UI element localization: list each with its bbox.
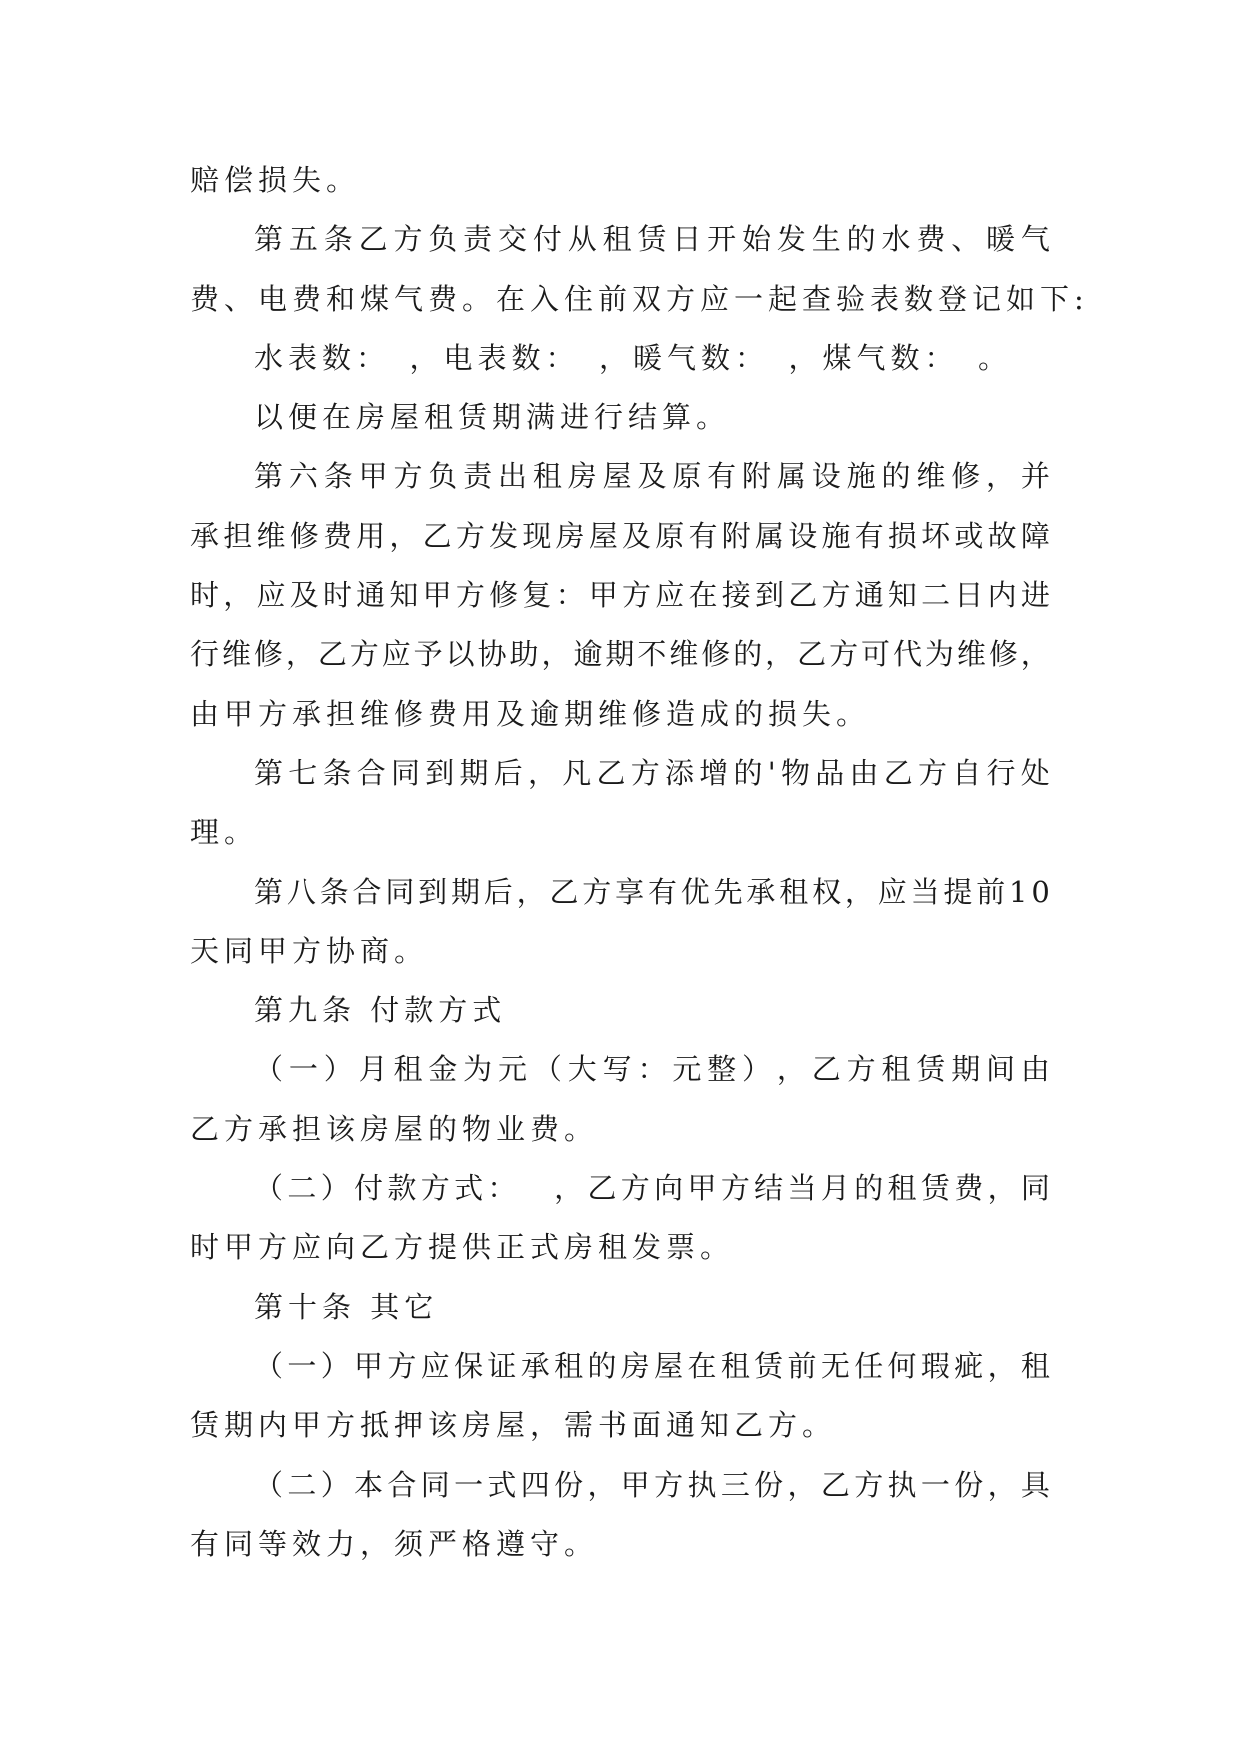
paragraph-line: 以便在房屋租赁期满进行结算。 bbox=[254, 400, 731, 435]
paragraph-line: 第 六 条 甲 方 负 责 出 租 房 屋 及 原 有 附 属 设 施 的 维 修 ， 并 bbox=[254, 459, 1050, 494]
paragraph-line: 赔偿损失。 bbox=[190, 163, 361, 197]
paragraph-line: 时 ， 应 及 时 通 知 甲 方 修 复 ： 甲 方 应 在 接 到 乙 方 通 知 二 日 内 进 bbox=[190, 578, 1050, 613]
paragraph-line: 时甲方应向乙方提供正式房租发票。 bbox=[190, 1230, 735, 1265]
paragraph-line: 第 七 条 合 同 到 期 后 ， 凡 乙 方 添 增 的 ' 物 品 由 乙 方 自 行 处 bbox=[254, 755, 1050, 790]
paragraph-line: （ 一 ） 月 租 金 为 元 （ 大 写 ： 元 整 ） ， 乙 方 租 赁 期 间 由 bbox=[254, 1052, 1050, 1087]
paragraph-line: 天同甲方协商。 bbox=[190, 933, 429, 968]
paragraph-line: 第九条 付款方式 bbox=[254, 993, 507, 1028]
paragraph-line: 由甲方承担维修费用及逾期维修造成的损失。 bbox=[190, 696, 871, 731]
paragraph-line: 费、电费和煤气费。在入住前双方应一起查验表数登记如下: bbox=[190, 281, 1089, 316]
paragraph-line: 理。 bbox=[190, 815, 259, 850]
paragraph-line: （ 一 ） 甲 方 应 保 证 承 租 的 房 屋 在 租 赁 前 无 任 何 瑕 疵 ， 租 bbox=[254, 1348, 1050, 1383]
paragraph-line: 第 五 条 乙 方 负 责 交 付 从 租 赁 日 开 始 发 生 的 水 费 、 暖 气 bbox=[254, 222, 1050, 257]
paragraph-line: （ 二 ） 本 合 同 一 式 四 份 ， 甲 方 执 三 份 ， 乙 方 执 一 份 ， 具 bbox=[254, 1467, 1050, 1502]
paragraph-line: 第十条 其它 bbox=[254, 1289, 439, 1324]
paragraph-line: 第 八 条 合 同 到 期 后 ， 乙 方 享 有 优 先 承 租 权 ， 应 当 提 前 1 0 bbox=[254, 874, 1050, 909]
paragraph-line: 赁期内甲方抵押该房屋，需书面通知乙方。 bbox=[190, 1408, 837, 1443]
paragraph-line: 行 维 修 ， 乙 方 应 予 以 协 助 ， 逾 期 不 维 修 的 ， 乙 方 可 代 为 维 修 ， bbox=[190, 637, 1050, 672]
paragraph-line: 承 担 维 修 费 用 ， 乙 方 发 现 房 屋 及 原 有 附 属 设 施 有 损 坏 或 故 障 bbox=[190, 518, 1050, 553]
paragraph-line: 乙方承担该房屋的物业费。 bbox=[190, 1111, 599, 1146]
paragraph-line: 水表数： ，电表数： ，暖气数： ，煤气数： 。 bbox=[254, 340, 1013, 375]
contract-body bbox=[190, 151, 1089, 1574]
paragraph-line: 有同等效力，须严格遵守。 bbox=[190, 1526, 599, 1561]
paragraph-line: （ 二 ） 付 款 方 式 ： ， 乙 方 向 甲 方 结 当 月 的 租 赁 费 ， 同 bbox=[254, 1171, 1050, 1206]
